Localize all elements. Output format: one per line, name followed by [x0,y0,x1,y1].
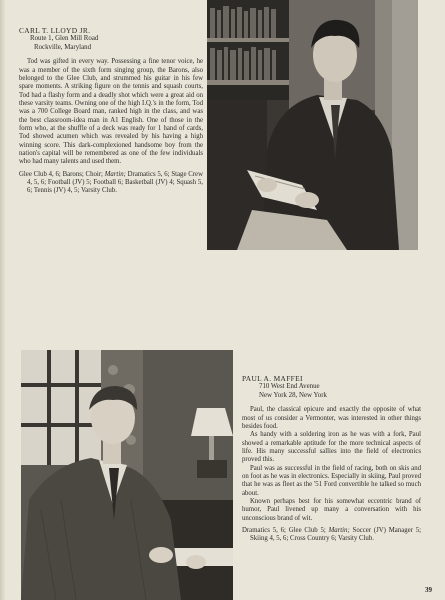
page-number: 39 [425,586,432,594]
student-name: PAUL A. MAFFEI [242,374,303,383]
activities-list [19,171,203,196]
student-name: CARL T. LLOYD JR. [19,26,91,35]
bio-paragraph: Paul, the classical epicure and exactly the opposite of what most of us consider a Vermonter, was interested in other things besides food. [242,406,421,430]
address-line-1: 710 West End Avenue [259,383,320,390]
portrait-photo-lloyd [207,0,418,250]
activities-text-rest: Soccer (JV) Manager 5; Skiing 4, 5, 6; Cross Country 6; Varsity Club. [250,527,421,543]
bio-block [242,374,421,544]
portrait-photo-maffei [21,350,233,600]
bio-paragraph: As handy with a soldering iron as he was with a fork, Paul showed a remarkable aptitude for the more technical aspects of life. His many successful sallies into the field of electronics proved this. [242,431,421,464]
activities-text: Dramatics 5, 6; Glee Club 5; [242,527,329,534]
bio-block [19,26,203,196]
activities-italic: Martin; [328,527,350,534]
activities-italic: Martin; [104,170,126,178]
bio-paragraph: Tod was gifted in every way. Possessing a fine tenor voice, he was a member of the sixth form singing group, the Barons, also belonged to the Glee Club, and strummed his guitar in his few spare moments. A striking figure on the tennis and squash courts, Tod had a flashy form and a deadly shot which were a great aid on these varsity teams. Owning one of the high I.Q.'s in the form, Tod was a 700 College Board man, ranked high in the class, and was the best classroom-idea man in A1 English. One of those in the form who, at the shuffle of a deck was ready for 1 hand of cards, Tod showed acumen which was revealed by his having a high winning score. This dark-complexioned handsome boy from the nation's capital will be remembered as one of the few individuals who had many talents and used them. [19,58,203,166]
activities-list [242,527,421,544]
address-line-2: Rockville, Maryland [34,43,92,51]
address-line-2: New York 28, New York [259,391,327,399]
activities-text: Glee Club 4, 6; Barons; Choir; [19,170,105,178]
bio-paragraph: Known perhaps best for his somewhat eccentric brand of humor, Paul livened up many a conversation with his unconscious brand of wit. [242,497,421,522]
address-line-1: Route 1, Glen Mill Road [30,35,99,42]
activities-text-rest: Dramatics 5, 6; Stage Crew 4, 5, 6; Football (JV) 5; Football 6; Basketball (JV) 4; Squash 5, 6; Tennis (JV) 4, 5; Varsity Club. [27,170,203,195]
bio-paragraph: Paul was as successful in the field of racing, both on skis and on foot as he was in electronics. Especially in skiing, Paul proved that he was as fleet as the '51 Ford convertible he talked so much about. [242,464,421,497]
